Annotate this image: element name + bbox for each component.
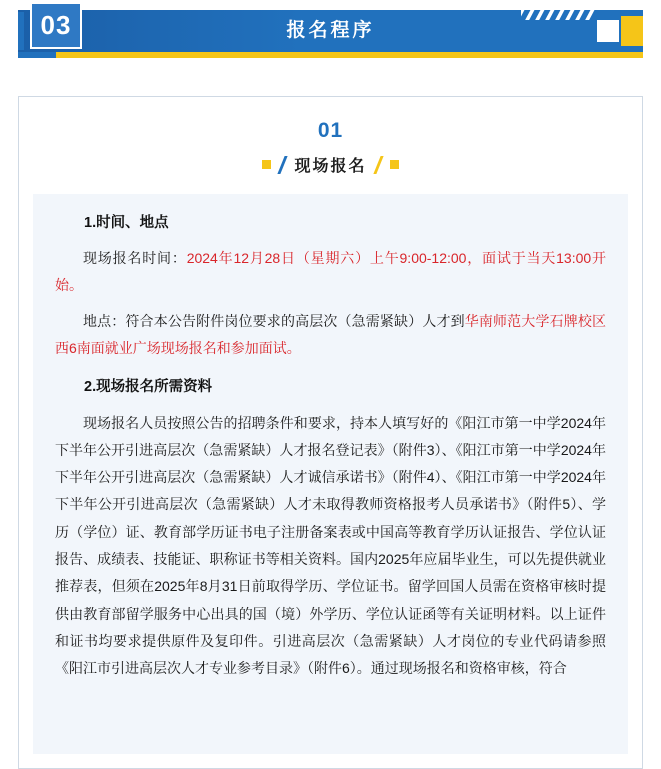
header-title: 报名程序 <box>286 20 375 41</box>
paragraph-place-prefix: 地点：符合本公告附件岗位要求的高层次（急需紧缺）人才到 <box>83 312 465 329</box>
header-yellow-block <box>621 16 643 46</box>
paragraph-place <box>55 308 606 363</box>
header-left-tick <box>18 12 24 50</box>
square-decoration-icon <box>262 160 271 169</box>
content-card <box>18 96 643 769</box>
document-header <box>0 0 661 70</box>
square-decoration-icon-right <box>390 160 399 169</box>
paragraph-materials: 现场报名人员按照公告的招聘条件和要求，持本人填写好的《阳江市第一中学2024年下半年公开引进高层次（急需紧缺）人才报名登记表》（附件3）、《阳江市第一中学2024年下半年公开引进高层次（急需紧缺）人才诚信承诺书》（附件4）、《阳江市第一中学2024年下半年公开引进高层次（急需紧缺）人才未取得教师资格报考人员承诺书》（附件5）、学历（学位）证、教育部学历证书电子注册备案表或中国高等教育学历认证报告、学位认证报告、成绩表、技能证、职称证书等相关资料。国内2025年应届毕业生，可以先提供就业推荐表，但须在2025年8月31日前取得学历、学位证书。留学回国人员需在资格审核时提供由教育部留学服务中心出具的国（境）外学历、学位认证函等有关证明材料。以上证件和证书均要求提供原件及复印件。引进高层次（急需紧缺）人才岗位的专业代码请参照《阳江市引进高层次人才专业参考目录》（附件6）。通过现场报名和资格审核，符合 <box>55 414 606 677</box>
section-number-badge: 03 <box>30 2 82 49</box>
paragraph-time <box>55 245 606 300</box>
subsection-number: 01 <box>317 119 344 142</box>
header-underline-accent <box>18 52 56 58</box>
subsection-title-row <box>19 153 642 176</box>
body-panel <box>33 194 628 754</box>
header-yellow-underline <box>18 52 643 58</box>
heading-time-place: 1.时间、地点 <box>84 215 169 231</box>
paragraph-time-highlight: 2024年12月28日（星期六）上午9:00-12:00，面试于当天13:00开始。 <box>55 250 606 294</box>
slash-decoration-icon <box>278 156 288 174</box>
paragraph-time-prefix: 现场报名时间： <box>83 250 187 267</box>
subsection-title: 现场报名 <box>294 158 367 175</box>
header-white-notch <box>597 20 619 42</box>
paragraph-place-highlight: 华南师范大学石牌校区西6南面就业广场现场报名和参加面试。 <box>55 312 606 357</box>
slash-decoration-icon-right <box>373 156 383 174</box>
heading-materials: 2.现场报名所需资料 <box>84 379 213 396</box>
header-diagonal-stripes-icon <box>521 0 601 20</box>
